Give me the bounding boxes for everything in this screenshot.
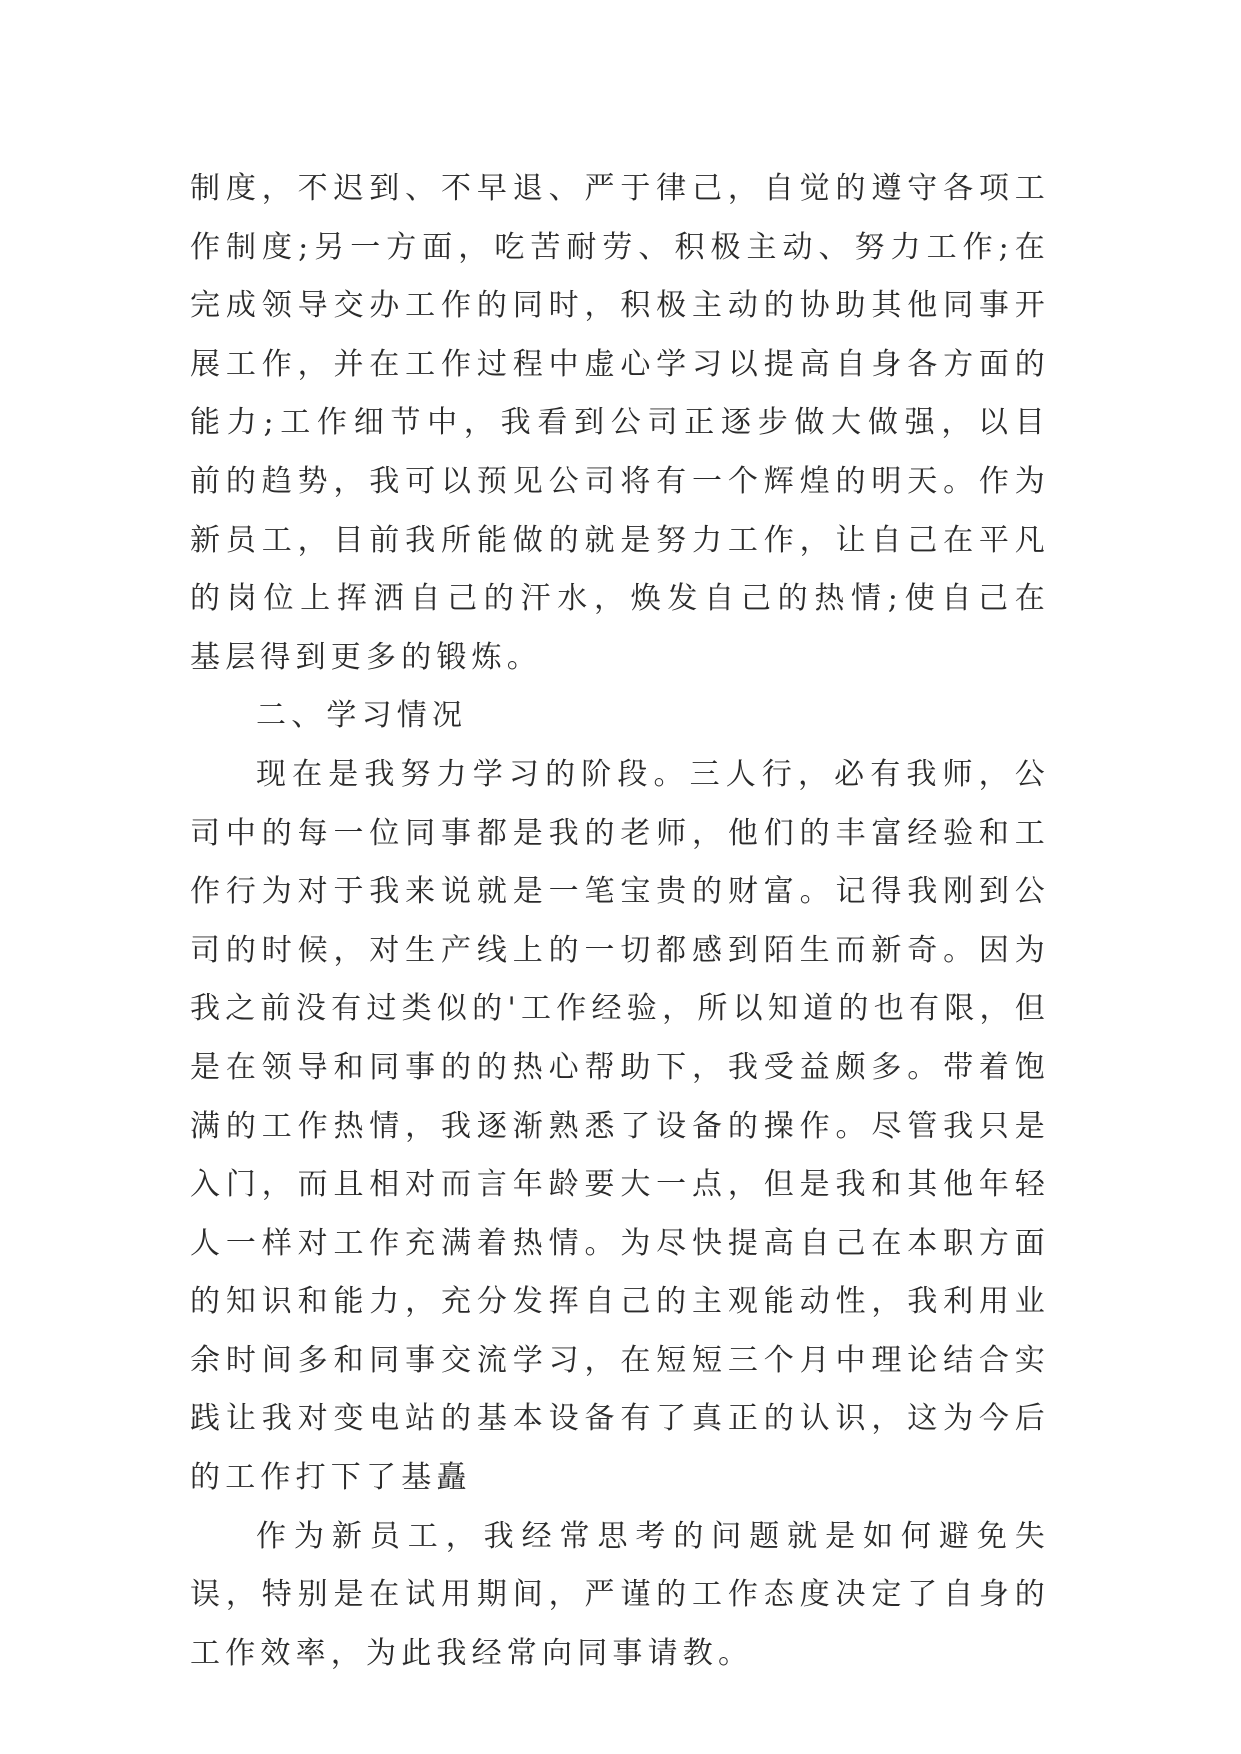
- paragraph-work-continuation: 制度，不迟到、不早退、严于律己，自觉的遵守各项工作制度;另一方面，吃苦耐劳、积极主动、努力工作;在完成领导交办工作的同时，积极主动的协助其他同事开展工作，并在工作过程中虚心学习以提高自身各方面的能力;工作细节中，我看到公司正逐步做大做强，以目前的趋势，我可以预见公司将有一个辉煌的明天。作为新员工，目前我所能做的就是努力工作，让自己在平凡的岗位上挥洒自己的汗水，焕发自己的热情;使自己在基层得到更多的锻炼。: [190, 171, 1050, 675]
- paragraph-new-employee: 作为新员工，我经常思考的问题就是如何避免失误，特别是在试用期间，严谨的工作态度决定了自身的工作效率，为此我经常向同事请教。: [190, 1518, 1050, 1671]
- paragraph-study-details: 现在是我努力学习的阶段。三人行，必有我师，公司中的每一位同事都是我的老师，他们的丰富经验和工作行为对于我来说就是一笔宝贵的财富。记得我刚到公司的时候，对生产线上的一切都感到陌生而新奇。因为我之前没有过类似的'工作经验，所以知道的也有限，但是在领导和同事的的热心帮助下，我受益颇多。带着饱满的工作热情，我逐渐熟悉了设备的操作。尽管我只是入门，而且相对而言年龄要大一点，但是我和其他年轻人一样对工作充满着热情。为尽快提高自己在本职方面的知识和能力，充分发挥自己的主观能动性，我利用业余时间多和同事交流学习，在短短三个月中理论结合实践让我对变电站的基本设备有了真正的认识，这为今后的工作打下了基矗: [190, 756, 1050, 1496]
- document-body: [190, 160, 1050, 1683]
- section-heading-study: 二、学习情况: [256, 698, 468, 734]
